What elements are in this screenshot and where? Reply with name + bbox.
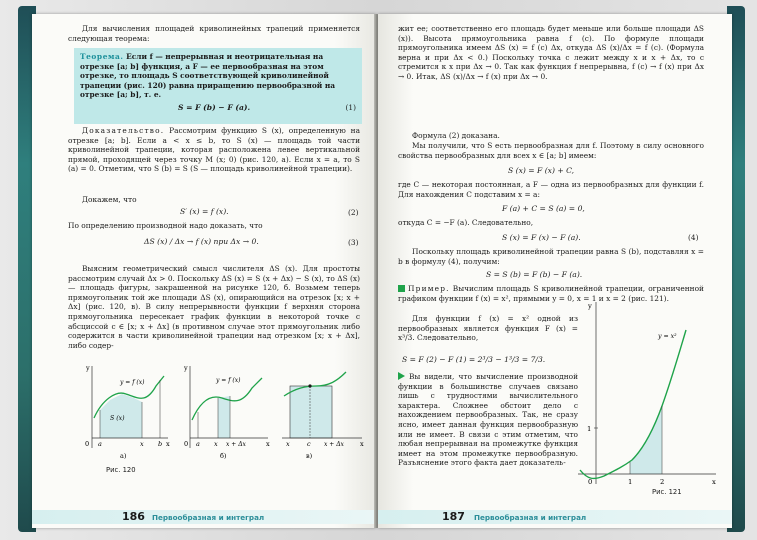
figure-121: [572, 294, 722, 494]
point-c: [308, 384, 311, 387]
figure-120-c: [282, 372, 364, 460]
intro-paragraph: Для вычисления площадей криволинейных трапеций применяется следующая теорема:: [68, 24, 360, 43]
label-two-121: 2: [660, 478, 665, 486]
example-label: Пример.: [408, 284, 450, 293]
remark-paragraph: [398, 372, 578, 468]
theorem-label: Теорема.: [80, 52, 124, 61]
page-187: [378, 14, 732, 528]
label-yone-121: 1: [587, 425, 592, 433]
running-title-186: Первообразная и интеграл: [152, 513, 265, 522]
geometric-meaning-paragraph: Выясним геометрический смысл числителя ΔS (x). Для простоты рассмотрим случай Δx > 0. Поскольку ΔS (x) = S (x + Δx) − S (x), то ΔS (x) — площадь фигуры, закрашенной на рисунке 120, б. Возьмем теперь прямоугольник той же площади ΔS (x), опирающийся на отрезок [x; x + Δx] (рис. 120, в). В силу непрерывности функции f верхняя сторона прямоугольника пересекает график функции в некоторой точке с абсциссой c ∈ [x; x + Δx] (в противном случае этот прямоугольник либо содержится в части криволинейной трапеции над отрезком [x; x + Δx], либо содер-: [68, 264, 360, 350]
theorem-text: Если f — непрерывная и неотрицательная на отрезке [a; b] функция, а F — ее первообразная на этом отрезке, то площадь S соответствующей криволинейной трапеции (рис. 120) равна приращению первообразной на отрезке [a; b], т. е.: [80, 52, 336, 100]
label-x-a: x: [166, 440, 170, 448]
label-x-point-a: x: [140, 440, 144, 448]
label-y-121: y: [588, 302, 592, 310]
label-c-point: c: [307, 440, 311, 448]
label-x-point-b: x: [214, 440, 218, 448]
label-b-a: b: [158, 440, 163, 448]
constant-paragraph: где C — некоторая постоянная, а F — одна из первообразных для функции f. Для нахождения C подставим x = a:: [398, 180, 704, 199]
label-x-121: x: [712, 478, 716, 486]
formula-calculation: S = F (2) − F (1) = 2³/3 − 1³/3 = 7/3.: [402, 355, 546, 364]
formula-2-number: (2): [348, 208, 359, 217]
example-text: Вычислим площадь S криволинейной трапеции, ограниченной графиком функции f (x) = x², прямыми y = 0, x = 1 и x = 2 (рис. 121).: [398, 284, 704, 303]
figure-121-caption: Рис. 121: [652, 488, 682, 496]
formula-2: S′ (x) = f (x).: [180, 207, 229, 216]
rect-delta-s: [290, 386, 332, 438]
label-x-c: x: [360, 440, 364, 448]
label-curve-a: y = f (x): [120, 379, 145, 386]
formula-s-c: S (x) = F (x) + C,: [508, 166, 575, 175]
remark-arrow-icon: [398, 372, 405, 380]
label-zero-121: 0: [588, 478, 593, 486]
page-number-187: 187: [442, 510, 465, 523]
continuation-paragraph: жит ее; соответственно его площадь будет меньше или больше площади ΔS (x)). Высота прямоугольника равна f (c). По формуле площади прямоугольника имеем ΔS (x) = f (c) Δx, откуда ΔS (x)/Δx = f (c). (Формула верна и при Δx < 0.) Поскольку точка c лежит между x и x + Δx, то c стремится к x при Δx → 0. Так как функция f непрерывна, f (c) → f (x) при Δx → 0. Итак, ΔS (x)/Δx → f (x) при Δx → 0.: [398, 24, 704, 81]
label-y-a: y: [86, 364, 90, 372]
running-title-187: Первообразная и интеграл: [474, 513, 587, 522]
prove-line: Докажем, что: [82, 195, 137, 204]
example-marker-icon: [398, 285, 405, 292]
area-paragraph: Поскольку площадь криволинейной трапеции равна S (b), подставляя x = b в формулу (4), получим:: [398, 247, 704, 266]
label-one-121: 1: [628, 478, 633, 486]
proof-text: Рассмотрим функцию S (x), определенную на отрезке [a; b]. Если a < x ≤ b, то S (x) — площадь той части криволинейной трапеции, которая расположена левее вертикальной прямой, проходящей через точку M (x; 0) (рис. 120, a). Если x = a, то S (a) = 0. Отметим, что S (b) = S (S — площадь криволинейной трапеции).: [68, 126, 360, 174]
label-sub-b: б): [220, 452, 227, 460]
proof-paragraph: [68, 126, 360, 174]
figure-120: [80, 358, 370, 464]
theorem-formula-number: (1): [345, 102, 356, 112]
label-sub-c: в): [306, 452, 313, 460]
area-delta-s: [218, 396, 230, 438]
formula-f-a: F (a) + C = S (a) = 0,: [502, 204, 585, 213]
proof-label: Доказательство.: [82, 126, 165, 135]
label-a-b: a: [196, 440, 200, 448]
proved-line: Формула (2) доказана.: [412, 131, 500, 140]
label-xdx-c: x + Δx: [324, 441, 344, 448]
theorem-box: [74, 48, 362, 124]
label-x-b: x: [266, 440, 270, 448]
antiderivative-paragraph: Мы получили, что S есть первообразная для f. Поэтому в силу основного свойства первообразных для всех x ∈ [a; b] имеем:: [398, 141, 704, 160]
page-186: [32, 14, 376, 528]
label-curve-121: y = x²: [658, 333, 677, 340]
label-xdx-b: x + Δx: [226, 441, 246, 448]
solution-paragraph: Для функции f (x) = x² одной из первообразных является функция F (x) = x³/3. Следовательно,: [398, 314, 578, 343]
definition-line: По определению производной надо доказать, что: [68, 221, 263, 230]
label-y-b: y: [184, 364, 188, 372]
label-zero-b: 0: [184, 440, 189, 448]
figure-120-caption: Рис. 120: [106, 466, 136, 474]
label-x-point-c: x: [286, 440, 290, 448]
theorem-formula: S = F (b) − F (a).: [178, 102, 251, 112]
figure-120-a: [85, 364, 170, 460]
formula-3-number: (3): [348, 238, 359, 247]
figure-120-b: [183, 364, 270, 460]
label-sx: S (x): [110, 415, 125, 422]
remark-text: Вы видели, что вычисление производной функции в большинстве случаев связано лишь с трудностями вычислительного характера. Сложнее обстоит дело с нахождением первообразных. Так, не сразу ясно, имеет данная функция первообразную или не имеет. В связи с этим отметим, что любая непрерывная на промежутке функция имеет на этом промежутке первообразную. Разъяснение этого факта дает доказатель-: [398, 372, 578, 468]
formula-4-number: (4): [688, 233, 699, 242]
label-a-a: a: [98, 440, 102, 448]
label-curve-b: y = f (x): [216, 377, 241, 384]
formula-final: S = S (b) = F (b) − F (a).: [486, 270, 583, 279]
page-number-186: 186: [122, 510, 145, 523]
label-zero-a: 0: [85, 440, 90, 448]
whence-line: откуда C = −F (a). Следовательно,: [398, 218, 534, 227]
formula-4: S (x) = F (x) − F (a).: [502, 233, 581, 242]
label-sub-a: a): [120, 452, 127, 460]
formula-3: ΔS (x) / Δx → f (x) при Δx → 0.: [144, 237, 259, 246]
